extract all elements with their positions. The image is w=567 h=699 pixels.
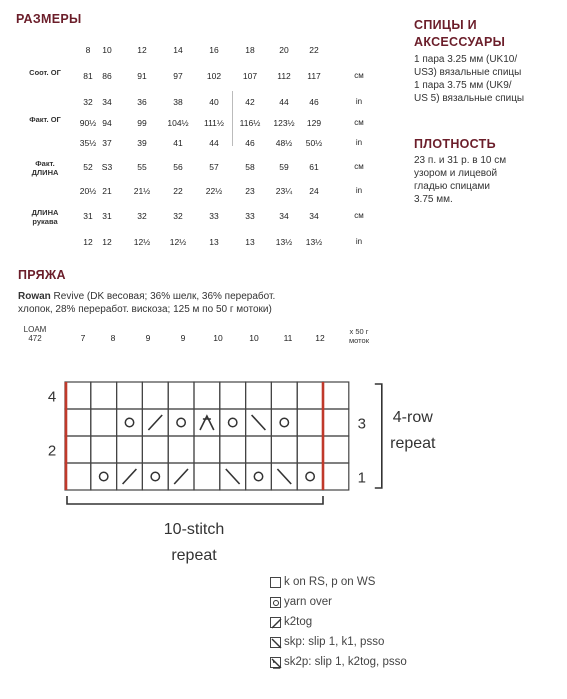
k2tog-symbol — [174, 469, 188, 484]
size-value: 50½ — [305, 138, 323, 148]
size-column-header: 8 — [85, 45, 91, 55]
size-value: 104½ — [167, 118, 189, 128]
yarn-quantity: 11 — [283, 333, 293, 343]
size-column-header: 18 — [245, 45, 255, 55]
empty-icon — [270, 577, 281, 588]
size-value: 21 — [102, 186, 112, 196]
stitch-repeat-label: repeat — [171, 547, 217, 564]
stitch-repeat-label: 10-stitch — [163, 521, 225, 538]
size-value: 59 — [279, 162, 289, 172]
size-value: 36 — [137, 97, 147, 107]
size-value: 57 — [209, 162, 219, 172]
size-value: 33 — [245, 211, 255, 221]
chart-cell — [117, 382, 143, 409]
size-value: 12½ — [133, 237, 151, 247]
size-value: 37 — [102, 138, 112, 148]
yarn-line-2: хлопок, 28% переработ. вискоза; 125 м по 50 г мотоки) — [18, 304, 272, 315]
sizes-heading: РАЗМЕРЫ — [16, 12, 82, 26]
skp-icon — [270, 637, 281, 648]
size-value: 34 — [102, 97, 112, 107]
yarn-quantity: 9 — [180, 333, 186, 343]
chart-cell — [65, 436, 91, 463]
size-value: 13½ — [305, 237, 323, 247]
size-unit: in — [355, 138, 363, 147]
yarn-quantity: 10 — [213, 333, 223, 343]
size-value: 22½ — [205, 186, 223, 196]
size-value: 13½ — [275, 237, 293, 247]
size-value: 42 — [245, 97, 255, 107]
size-value: 31 — [102, 211, 112, 221]
needles-line: US3) вязальные спицы — [414, 67, 522, 78]
size-value: 91 — [137, 71, 147, 81]
legend-label: skp: slip 1, k1, psso — [284, 636, 385, 648]
size-value: 32 — [137, 211, 147, 221]
chart-cell — [168, 382, 194, 409]
size-unit: см — [354, 162, 364, 171]
yarn-unit: x 50 г моток — [349, 327, 369, 345]
chart-cell — [246, 436, 272, 463]
legend-label: yarn over — [284, 596, 332, 608]
chart-cell — [91, 382, 117, 409]
legend-label: k on RS, p on WS — [284, 576, 376, 588]
sk2p-icon — [270, 657, 281, 668]
chart-cell — [65, 409, 91, 436]
yarn-quantity: 10 — [249, 333, 259, 343]
yo-icon — [270, 597, 281, 608]
skp-symbol — [252, 415, 266, 430]
size-unit: in — [355, 237, 363, 246]
chart-cell — [323, 463, 349, 490]
legend — [270, 572, 407, 672]
chart-cell — [142, 382, 168, 409]
yarn-quantity: 9 — [145, 333, 151, 343]
chart-cell — [297, 409, 323, 436]
needles-line: US 5) вязальные спицы — [414, 93, 525, 104]
size-value: 32 — [83, 97, 93, 107]
yarn-over-symbol — [229, 418, 237, 426]
legend-label: sk2p: slip 1, k2tog, psso — [284, 656, 407, 668]
size-unit: in — [355, 186, 363, 195]
stitch-repeat-bracket — [67, 496, 323, 504]
yarn-brand: Rowan — [18, 291, 51, 302]
chart-cell — [297, 436, 323, 463]
size-value: 31 — [83, 211, 93, 221]
needles-line: 1 пара 3.75 мм (UK9/ — [414, 80, 512, 91]
chart-cell — [297, 382, 323, 409]
size-value: 46 — [245, 138, 255, 148]
chart-cell — [323, 409, 349, 436]
sk2p-symbol — [200, 416, 214, 430]
size-value: 94 — [102, 118, 112, 128]
size-value: 34 — [309, 211, 319, 221]
size-row-label: Соот. ОГ — [29, 68, 61, 77]
size-column-header: 22 — [309, 45, 319, 55]
yarn-over-symbol — [254, 472, 262, 480]
gauge-line: 23 п. и 31 р. в 10 см — [414, 155, 507, 166]
chart-cell — [220, 382, 246, 409]
yarn-heading: ПРЯЖА — [18, 268, 66, 282]
yarn-color-label: LOAM 472 — [23, 325, 47, 343]
size-row-label: Факт. ОГ — [29, 115, 61, 124]
size-value: 23 — [245, 186, 255, 196]
size-unit: см — [354, 71, 364, 80]
size-value: 90½ — [79, 118, 97, 128]
legend-item — [270, 572, 407, 592]
size-value: 41 — [173, 138, 183, 148]
size-value: 48½ — [275, 138, 293, 148]
needles-line: 1 пара 3.25 мм (UK10/ — [414, 54, 518, 65]
size-value: 99 — [137, 118, 147, 128]
size-value: 12½ — [169, 237, 187, 247]
size-value: 32 — [173, 211, 183, 221]
size-value: 13 — [209, 237, 219, 247]
chart-cell — [65, 463, 91, 490]
size-value: 97 — [173, 71, 183, 81]
chart-cell — [271, 436, 297, 463]
chart-cell — [194, 436, 220, 463]
size-divider — [232, 91, 233, 146]
row-repeat-label: repeat — [390, 435, 436, 452]
chart-cell — [297, 463, 323, 490]
size-row-label: ДЛИНА рукава — [31, 208, 59, 226]
row-number-left: 2 — [47, 442, 57, 460]
yarn-quantity: 8 — [110, 333, 116, 343]
k2tog-icon — [270, 617, 281, 628]
size-column-header: 12 — [137, 45, 147, 55]
size-value: 21½ — [133, 186, 151, 196]
size-value: 117 — [307, 71, 321, 81]
skp-symbol — [277, 469, 291, 484]
size-value: S3 — [101, 162, 113, 172]
legend-label: k2tog — [284, 616, 313, 628]
size-column-header: 16 — [209, 45, 219, 55]
size-value: 34 — [279, 211, 289, 221]
size-value: 123½ — [273, 118, 295, 128]
chart-cell — [168, 436, 194, 463]
size-value: 24 — [309, 186, 319, 196]
needles-text — [414, 53, 524, 105]
chart-cell — [117, 436, 143, 463]
size-value: 112 — [277, 71, 291, 81]
size-value: 129 — [306, 118, 322, 128]
needles-heading: СПИЦЫ И АКСЕССУАРЫ — [414, 18, 506, 49]
yarn-over-symbol — [177, 418, 185, 426]
chart-cell — [117, 409, 143, 436]
legend-item — [270, 592, 407, 612]
lace-chart — [30, 376, 500, 566]
size-value: 116½ — [239, 118, 261, 128]
chart-cell — [246, 382, 272, 409]
chart-cell — [271, 409, 297, 436]
yarn-over-symbol — [125, 418, 133, 426]
size-value: 102 — [206, 71, 222, 81]
size-value: 12 — [83, 237, 93, 247]
chart-cell — [142, 436, 168, 463]
size-value: 12 — [102, 237, 112, 247]
size-value: 58 — [245, 162, 255, 172]
size-value: 33 — [209, 211, 219, 221]
legend-item — [270, 652, 407, 672]
chart-cell — [323, 382, 349, 409]
chart-cell — [194, 382, 220, 409]
size-column-header: 14 — [173, 45, 183, 55]
size-unit: см — [354, 118, 364, 127]
size-value: 20½ — [79, 186, 97, 196]
size-value: 44 — [209, 138, 219, 148]
size-value: 81 — [83, 71, 93, 81]
chart-cell — [246, 463, 272, 490]
legend-item — [270, 632, 407, 652]
size-value: 38 — [173, 97, 183, 107]
row-number-left: 4 — [47, 388, 57, 406]
size-value: 39 — [137, 138, 147, 148]
size-unit: in — [355, 97, 363, 106]
gauge-line: узором и лицевой — [414, 168, 498, 179]
gauge-heading: ПЛОТНОСТЬ — [414, 137, 496, 151]
size-value: 23¼ — [275, 186, 293, 196]
size-value: 61 — [309, 162, 319, 172]
size-unit: см — [354, 211, 364, 220]
chart-cell — [271, 382, 297, 409]
chart-cell — [220, 409, 246, 436]
yarn-over-symbol — [100, 472, 108, 480]
size-column-header: 20 — [279, 45, 289, 55]
size-value: 111½ — [203, 118, 224, 128]
yarn-over-symbol — [151, 472, 159, 480]
chart-cell — [194, 409, 220, 436]
size-value: 44 — [279, 97, 289, 107]
size-value: 107 — [242, 71, 258, 81]
chart-cell — [91, 436, 117, 463]
size-value: 22 — [173, 186, 183, 196]
size-value: 55 — [137, 162, 147, 172]
size-value: 35½ — [79, 138, 97, 148]
chart-cell — [65, 382, 91, 409]
chart-cell — [168, 409, 194, 436]
size-value: 46 — [309, 97, 319, 107]
k2tog-symbol — [123, 469, 137, 484]
gauge-text — [414, 154, 506, 206]
row-number-right: 1 — [357, 469, 366, 487]
chart-cell — [220, 436, 246, 463]
chart-cell — [91, 463, 117, 490]
k2tog-symbol — [148, 415, 162, 430]
gauge-line: гладью спицами — [414, 181, 490, 192]
chart-cell — [323, 436, 349, 463]
size-value: 56 — [173, 162, 183, 172]
yarn-over-symbol — [280, 418, 288, 426]
chart-cell — [194, 463, 220, 490]
row-number-right: 3 — [357, 415, 366, 433]
yarn-description — [18, 290, 398, 316]
size-value: 52 — [83, 162, 93, 172]
size-value: 13 — [245, 237, 255, 247]
size-column-header: 10 — [102, 45, 112, 55]
chart-cell — [91, 409, 117, 436]
size-value: 40 — [209, 97, 219, 107]
legend-item — [270, 612, 407, 632]
chart-cell — [142, 463, 168, 490]
gauge-line: 3.75 мм. — [414, 194, 453, 205]
yarn-over-symbol — [306, 472, 314, 480]
row-repeat-label: 4-row — [392, 409, 433, 426]
row-repeat-bracket — [375, 384, 382, 488]
skp-symbol — [226, 469, 240, 484]
size-value: 86 — [102, 71, 112, 81]
yarn-quantity: 12 — [315, 333, 325, 343]
size-row-label: Факт. ДЛИНА — [31, 159, 59, 177]
yarn-quantity: 7 — [80, 333, 86, 343]
yarn-line-1: Revive (DK весовая; 36% шелк, 36% переработ. — [50, 291, 276, 302]
